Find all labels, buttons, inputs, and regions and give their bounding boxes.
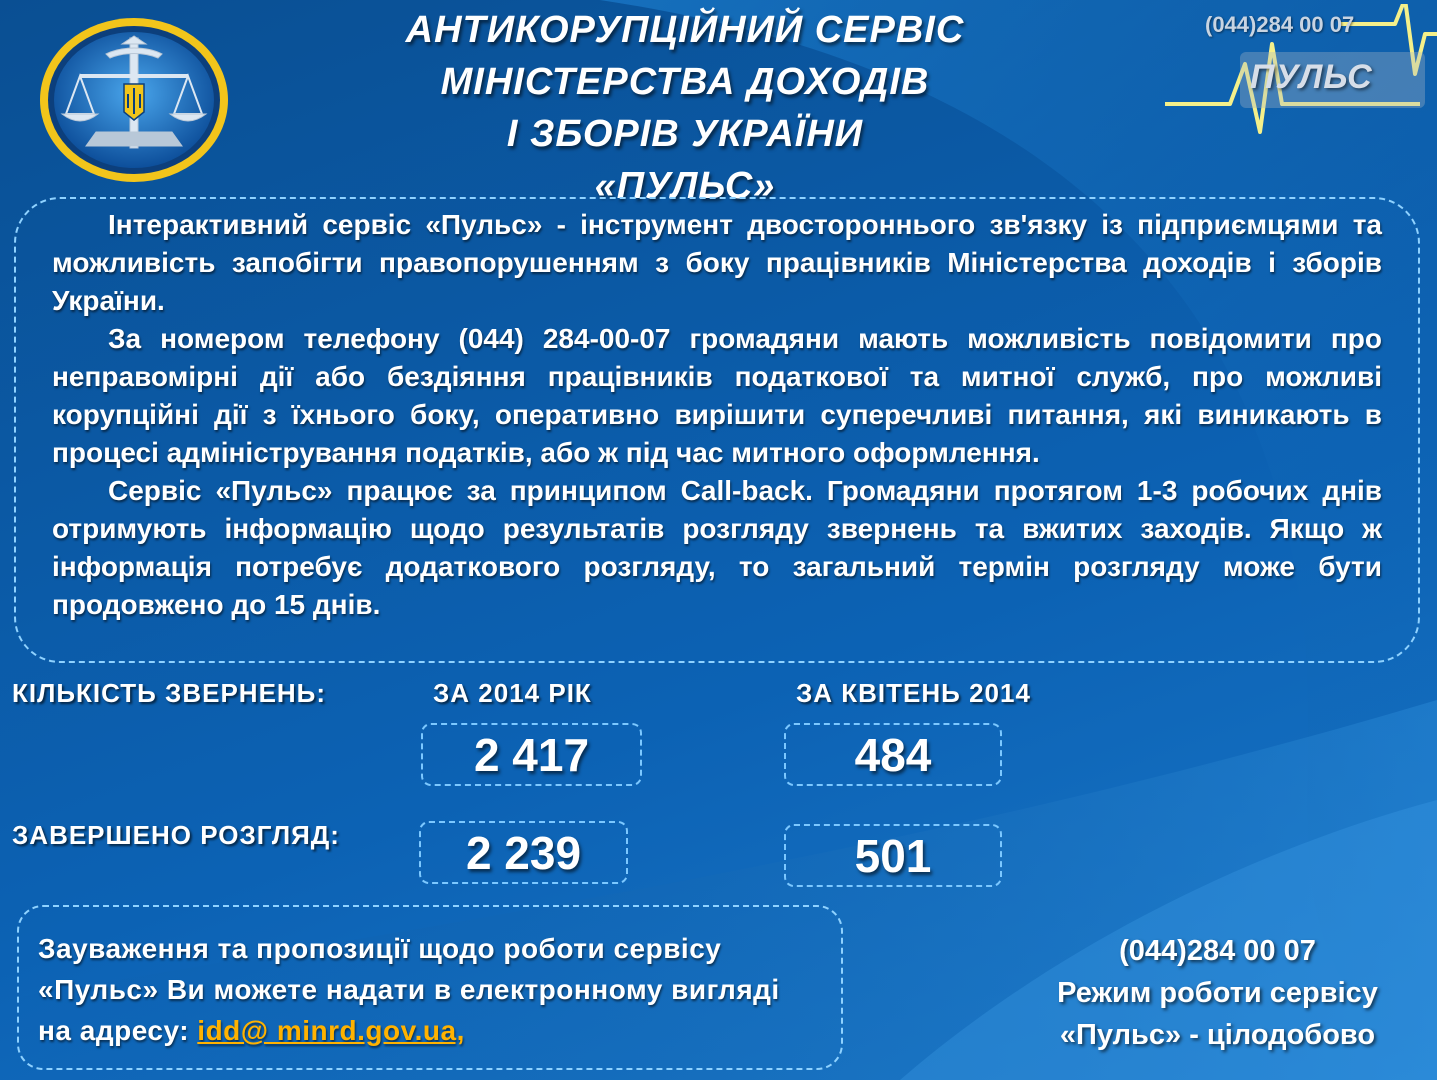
feedback-text: Зауваження та пропозиції щодо роботи сервісу «Пульс» Ви можете надати в електронному вигляді на адресу: xyxy=(38,933,780,1046)
info-paragraph-2: За номером телефону (044) 284-00-07 громадяни мають можливість повідомити про неправомірні дії або бездіяння працівників податкової та митної служб, про можливі корупційні дії з їхнього боку, оперативно вирішити суперечливі питання, які виникають в процесі адміністрування податків, або ж під час митного оформлення. xyxy=(52,323,1382,468)
stat-row1-label: КІЛЬКІСТЬ ЗВЕРНЕНЬ: xyxy=(12,678,327,708)
title-line-2: МІНІСТЕРСТВА ДОХОДІВ xyxy=(440,61,930,103)
stat-row2-year-value: 2 239 xyxy=(419,821,628,884)
ministry-emblem-logo xyxy=(36,14,232,186)
contact-hours-line2: «Пульс» - цілодобово xyxy=(1059,1019,1376,1051)
feedback-email-link[interactable]: idd@ minrd.gov.ua, xyxy=(197,1015,465,1046)
pulse-logo-word: ПУЛЬС xyxy=(1250,58,1373,96)
info-description xyxy=(52,206,1382,624)
stat-col-year-header: ЗА 2014 РІК xyxy=(433,678,592,708)
pulse-logo-phone: (044)284 00 07 xyxy=(1205,12,1355,37)
title-line-4: «ПУЛЬС» xyxy=(594,165,776,207)
info-paragraph-3: Сервіс «Пульс» працює за принципом Call-back. Громадяни протягом 1-3 робочих днів отримують інформацію щодо результатів розгляду звернень та вжитих заходів. Якщо ж інформація потребує додаткового розгляду, то загальний термін розгляду може бути продовжено до 15 днів. xyxy=(52,475,1382,620)
stat-col-month-header: ЗА КВІТЕНЬ 2014 xyxy=(796,678,1031,708)
info-paragraph-1: Інтерактивний сервіс «Пульс» - інструмент двостороннього зв'язку із підприємцями та можливість запобігти правопорушенням з боку працівників Міністерства доходів і зборів України. xyxy=(52,209,1382,316)
contact-hours-line1: Режим роботи сервісу xyxy=(1057,977,1378,1009)
stat-row2-month-value: 501 xyxy=(784,824,1002,887)
contact-info xyxy=(1030,930,1405,1056)
stat-row2-label: ЗАВЕРШЕНО РОЗГЛЯД: xyxy=(12,820,340,850)
feedback-note xyxy=(38,928,818,1051)
contact-phone: (044)284 00 07 xyxy=(1119,935,1316,967)
stat-row1-month-value: 484 xyxy=(784,723,1002,786)
stat-row1-year-value: 2 417 xyxy=(421,723,642,786)
page-title xyxy=(290,4,1080,212)
title-line-1: АНТИКОРУПЦІЙНИЙ СЕРВІС xyxy=(405,9,965,51)
title-line-3: І ЗБОРІВ УКРАЇНИ xyxy=(506,113,864,155)
